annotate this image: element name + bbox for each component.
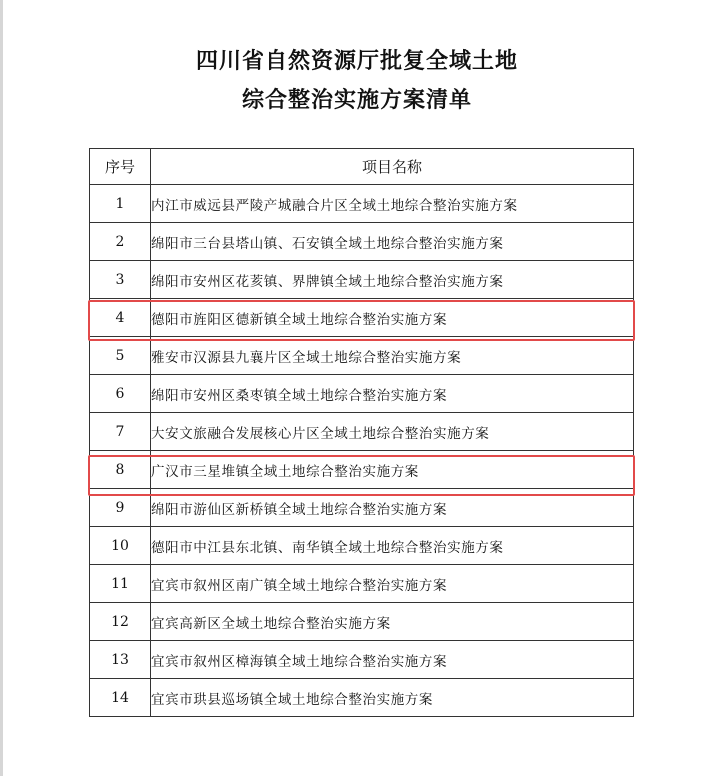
row-project-name: 宜宾市珙县巡场镇全域土地综合整治实施方案 <box>151 679 634 717</box>
row-serial-number: 2 <box>90 223 151 261</box>
row-serial-number: 4 <box>90 299 151 337</box>
header-serial-number: 序号 <box>90 149 151 185</box>
table-row <box>90 527 634 565</box>
table-row <box>90 679 634 717</box>
row-serial-number: 9 <box>90 489 151 527</box>
table-row <box>90 261 634 299</box>
row-serial-number: 3 <box>90 261 151 299</box>
row-project-name: 德阳市旌阳区德新镇全域土地综合整治实施方案 <box>151 299 634 337</box>
row-serial-number: 8 <box>90 451 151 489</box>
row-project-name: 大安文旅融合发展核心片区全域土地综合整治实施方案 <box>151 413 634 451</box>
row-serial-number: 14 <box>90 679 151 717</box>
table-row <box>90 451 634 489</box>
row-serial-number: 5 <box>90 337 151 375</box>
table-row <box>90 185 634 223</box>
table-row <box>90 641 634 679</box>
row-project-name: 绵阳市安州区花荄镇、界牌镇全域土地综合整治实施方案 <box>151 261 634 299</box>
row-project-name: 德阳市中江县东北镇、南华镇全域土地综合整治实施方案 <box>151 527 634 565</box>
row-serial-number: 10 <box>90 527 151 565</box>
document-title-line-1: 四川省自然资源厅批复全域土地 <box>195 49 518 74</box>
page-left-edge <box>0 0 3 776</box>
row-serial-number: 7 <box>90 413 151 451</box>
row-project-name: 绵阳市游仙区新桥镇全域土地综合整治实施方案 <box>151 489 634 527</box>
row-project-name: 内江市威远县严陵产城融合片区全域土地综合整治实施方案 <box>151 185 634 223</box>
row-project-name: 雅安市汉源县九襄片区全域土地综合整治实施方案 <box>151 337 634 375</box>
table-row <box>90 489 634 527</box>
table-row <box>90 375 634 413</box>
row-serial-number: 6 <box>90 375 151 413</box>
row-project-name: 宜宾市叙州区樟海镇全域土地综合整治实施方案 <box>151 641 634 679</box>
header-project-name: 项目名称 <box>151 149 634 185</box>
table-row <box>90 223 634 261</box>
table-row <box>90 413 634 451</box>
table-row <box>90 565 634 603</box>
row-serial-number: 1 <box>90 185 151 223</box>
row-project-name: 广汉市三星堆镇全域土地综合整治实施方案 <box>151 451 634 489</box>
row-serial-number: 13 <box>90 641 151 679</box>
row-serial-number: 11 <box>90 565 151 603</box>
project-list-table <box>89 148 634 717</box>
table-row <box>90 299 634 337</box>
table-row <box>90 603 634 641</box>
document-title-line-2: 综合整治实施方案清单 <box>241 88 472 113</box>
row-project-name: 绵阳市三台县塔山镇、石安镇全域土地综合整治实施方案 <box>151 223 634 261</box>
table-header-row <box>90 149 634 185</box>
row-project-name: 绵阳市安州区桑枣镇全域土地综合整治实施方案 <box>151 375 634 413</box>
table-row <box>90 337 634 375</box>
row-serial-number: 12 <box>90 603 151 641</box>
row-project-name: 宜宾市叙州区南广镇全域土地综合整治实施方案 <box>151 565 634 603</box>
row-project-name: 宜宾高新区全域土地综合整治实施方案 <box>151 603 634 641</box>
